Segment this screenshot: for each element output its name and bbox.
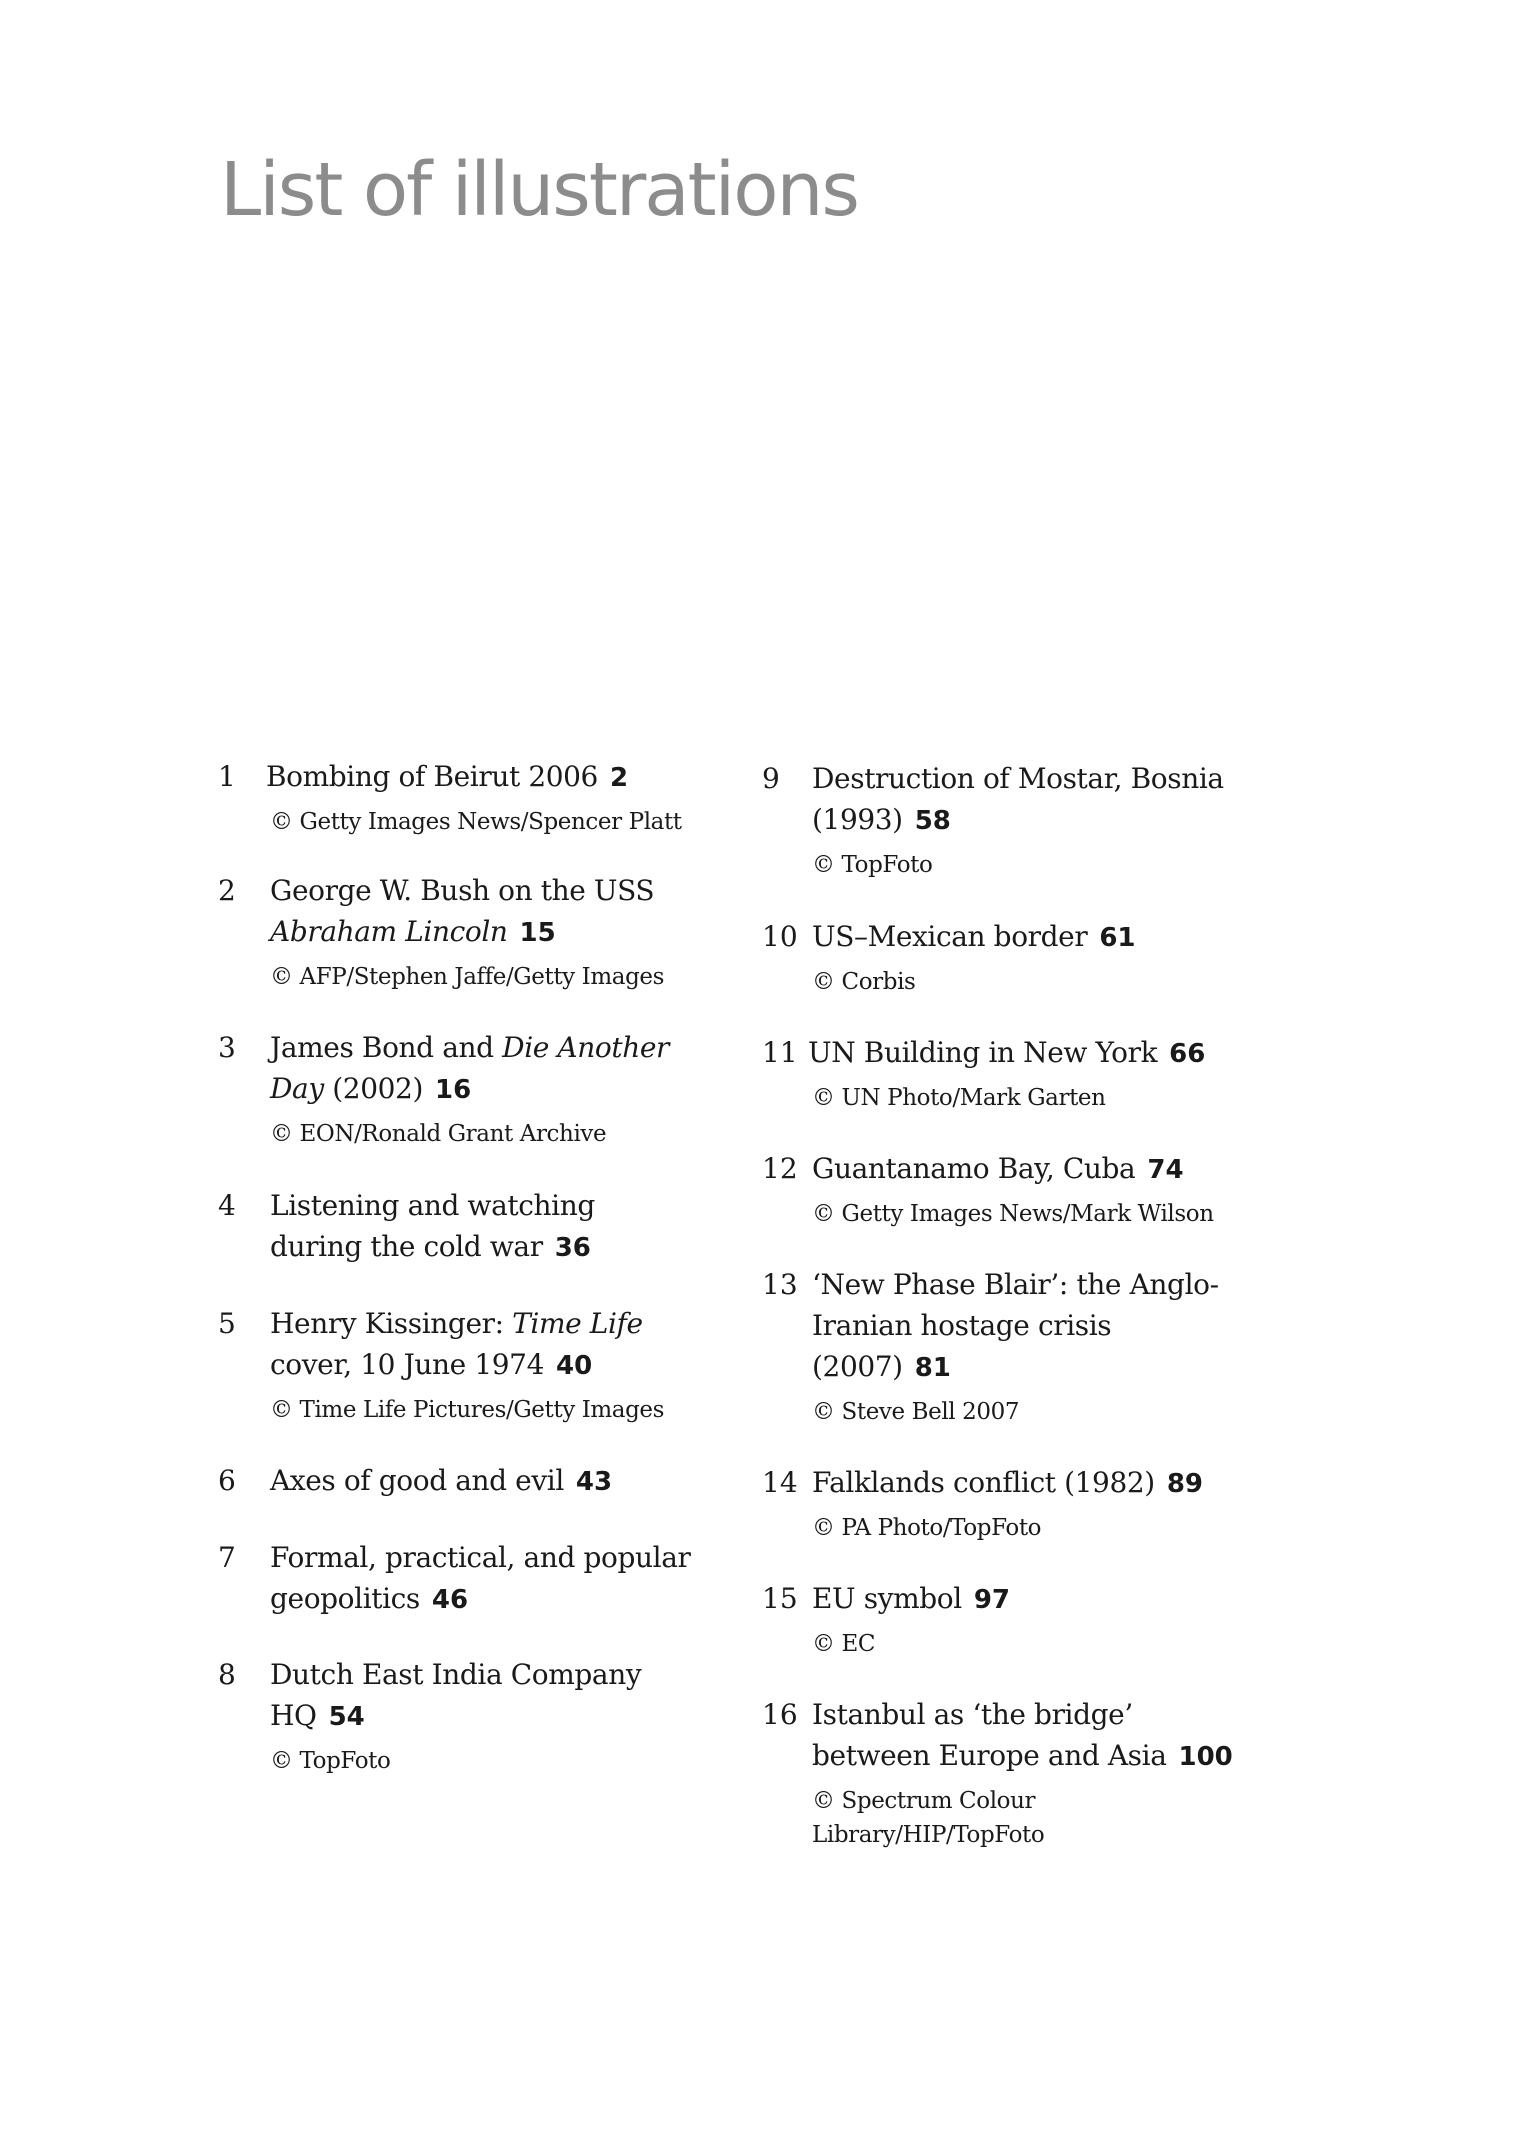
entry-caption [270, 1303, 700, 1387]
entry-caption [812, 758, 1252, 842]
entry-text-italic: Die Another Day [270, 1031, 669, 1105]
entry-number: 7 [218, 1541, 236, 1574]
entry-text: Listening and watching during the cold war [270, 1189, 595, 1263]
entry-page-number: 46 [431, 1585, 469, 1615]
entry-page-number: 54 [328, 1702, 365, 1732]
entry-number: 9 [762, 762, 780, 795]
entry-text-suffix: cover, 10 June 1974 [270, 1348, 544, 1381]
entry-credit: © TopFoto [812, 852, 933, 878]
entry-text: US–Mexican border [812, 920, 1088, 953]
entry-number: 6 [218, 1464, 236, 1497]
entry-page-number: 16 [434, 1075, 472, 1105]
entry-caption [812, 1264, 1232, 1389]
entry-credit: © PA Photo/TopFoto [812, 1515, 1042, 1541]
entry-caption [266, 756, 738, 799]
entry-number: 2 [218, 874, 236, 907]
illustration-entry-16 [762, 1694, 1282, 1852]
illustration-entry-5 [218, 1303, 738, 1427]
entry-text-suffix: (2002) [323, 1072, 423, 1105]
entry-text: UN Building in New York [808, 1036, 1158, 1069]
entry-number: 15 [762, 1582, 798, 1615]
entry-number: 5 [218, 1307, 236, 1340]
entry-text: Falklands conflict (1982) [812, 1466, 1155, 1499]
illustration-entry-15 [762, 1578, 1282, 1661]
entry-text: Destruction of Mostar, Bosnia (1993) [812, 762, 1224, 836]
illustration-entry-2 [218, 870, 738, 994]
entry-text: EU symbol [812, 1582, 962, 1615]
entry-credit: © EON/Ronald Grant Archive [270, 1121, 607, 1147]
illustration-entry-9 [762, 758, 1282, 882]
entry-caption [812, 1148, 1282, 1191]
entry-number: 12 [762, 1152, 798, 1185]
entry-caption [270, 1460, 738, 1503]
entry-credit: © Getty Images News/Mark Wilson [812, 1201, 1214, 1227]
entry-page-number: 43 [575, 1467, 613, 1497]
entry-credit: © Corbis [812, 969, 916, 995]
illustration-entry-11 [762, 1032, 1282, 1115]
entry-caption [812, 1578, 1282, 1621]
entry-caption [812, 916, 1282, 959]
illustration-entry-7 [218, 1537, 738, 1621]
entry-text: Dutch East India Company HQ [270, 1658, 642, 1732]
entry-credit: © Getty Images News/Spencer Platt [270, 809, 682, 835]
entry-caption [270, 1537, 710, 1621]
illustration-entry-4 [218, 1185, 738, 1269]
illustration-entry-13 [762, 1264, 1282, 1429]
illustration-entry-12 [762, 1148, 1282, 1231]
entry-number: 10 [762, 920, 798, 953]
entry-page-number: 66 [1169, 1039, 1206, 1069]
entry-page-number: 15 [519, 918, 556, 948]
entry-text: Bombing of Beirut 2006 [266, 760, 598, 793]
entry-page-number: 74 [1147, 1155, 1184, 1185]
entry-page-number: 81 [914, 1353, 951, 1383]
entry-number: 16 [762, 1698, 798, 1731]
entry-caption [270, 1027, 700, 1111]
entry-number: 8 [218, 1658, 236, 1691]
entry-number: 11 [762, 1036, 798, 1069]
entry-text: James Bond and [270, 1031, 503, 1064]
illustration-entry-6 [218, 1460, 738, 1503]
illustration-entry-14 [762, 1462, 1282, 1545]
entry-credit: © EC [812, 1631, 876, 1657]
entry-text: George W. Bush on the USS [270, 874, 655, 907]
entry-text: Istanbul as ‘the bridge’ between Europe and Asia [812, 1698, 1167, 1772]
entry-credit: © Time Life Pictures/Getty Images [270, 1397, 665, 1423]
entry-text: Henry Kissinger: [270, 1307, 513, 1340]
entry-page-number: 89 [1166, 1469, 1203, 1499]
entry-caption [270, 1185, 670, 1269]
illustration-entry-3 [218, 1027, 738, 1151]
entry-page-number: 97 [973, 1585, 1010, 1615]
entry-caption [812, 1462, 1282, 1505]
page-title: List of illustrations [220, 147, 858, 233]
entry-credit: © Spectrum Colour Library/HIP/TopFoto [812, 1788, 1045, 1848]
entry-caption [808, 1032, 1282, 1075]
entry-text: ‘New Phase Blair’: the Anglo-Iranian hostage crisis (2007) [812, 1268, 1219, 1383]
entry-number: 14 [762, 1466, 798, 1499]
entry-text-italic: Abraham Lincoln [270, 915, 508, 948]
entry-number: 3 [218, 1031, 236, 1064]
entry-caption [270, 870, 738, 954]
illustration-entry-10 [762, 916, 1282, 999]
entry-credit: © TopFoto [270, 1748, 391, 1774]
entry-page-number: 61 [1099, 923, 1136, 953]
entry-credit: © UN Photo/Mark Garten [812, 1085, 1106, 1111]
entry-caption [270, 1654, 690, 1738]
entry-caption [812, 1694, 1252, 1778]
entry-number: 4 [218, 1189, 236, 1222]
illustration-entry-8 [218, 1654, 738, 1778]
entry-page-number: 2 [609, 763, 629, 793]
entry-credit: © AFP/Stephen Jaffe/Getty Images [270, 964, 665, 990]
entry-credit: © Steve Bell 2007 [812, 1399, 1020, 1425]
illustration-entry-1 [218, 756, 738, 839]
entry-number: 1 [218, 760, 236, 793]
entry-text: Axes of good and evil [270, 1464, 564, 1497]
entry-text: Formal, practical, and popular geopolitics [270, 1541, 691, 1615]
entry-page-number: 58 [914, 806, 951, 836]
entry-page-number: 36 [554, 1233, 591, 1263]
entry-text: Guantanamo Bay, Cuba [812, 1152, 1136, 1185]
entry-text-italic: Time Life [512, 1307, 643, 1340]
entry-page-number: 40 [556, 1351, 593, 1381]
entry-number: 13 [762, 1268, 798, 1301]
entry-page-number: 100 [1178, 1742, 1233, 1772]
